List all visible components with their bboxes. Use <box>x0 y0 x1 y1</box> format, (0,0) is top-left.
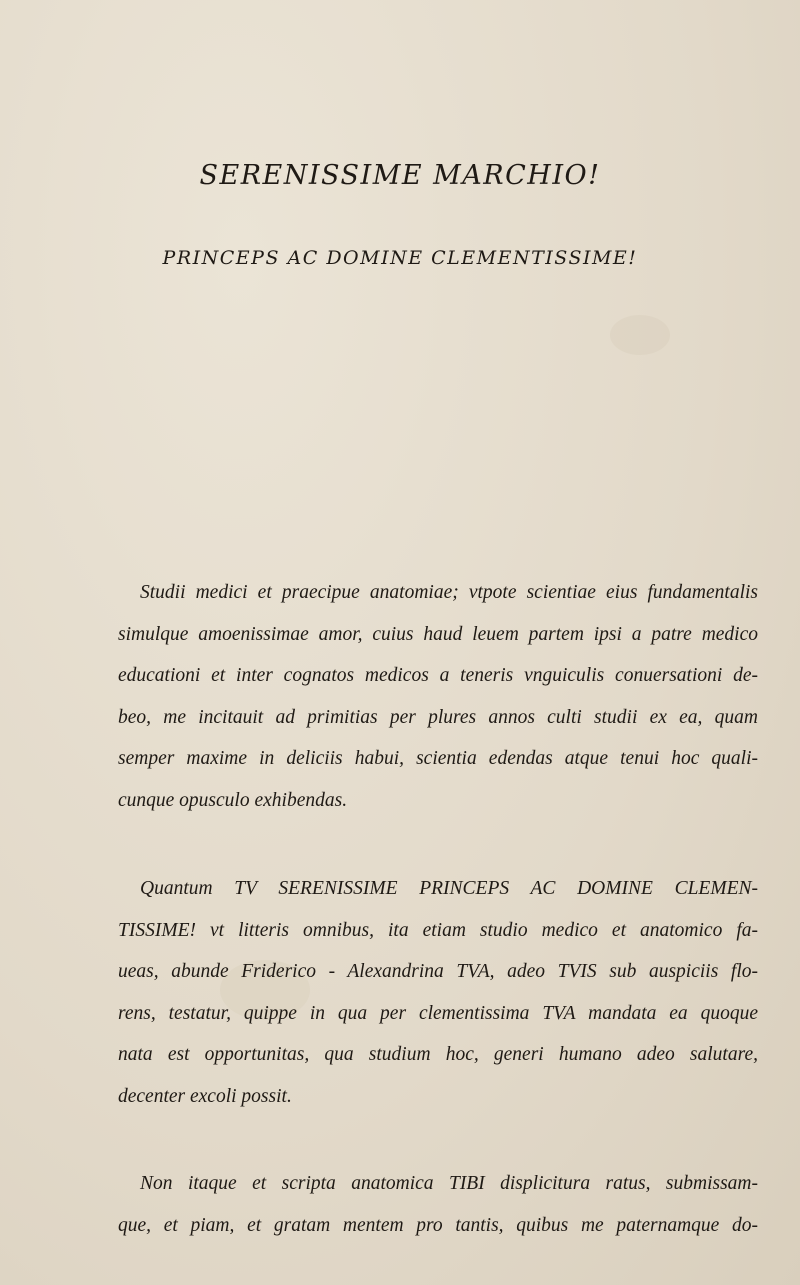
text-line: que, et piam, et gratam mentem pro tantis, quibus me paternamque do- <box>118 1214 758 1236</box>
text-line: Studii medici et praecipue anatomiae; vtpote scientiae eius fundamentalis <box>140 582 758 603</box>
paragraph-2 <box>118 868 758 1117</box>
paragraph-1 <box>118 572 758 821</box>
text-line: cunque opusculo exhibendas. <box>118 789 348 811</box>
text-line: simulque amoenissimae amor, cuius haud leuem partem ipsi a patre medico <box>118 623 758 645</box>
paragraph-3 <box>118 1163 758 1246</box>
text-line: Non itaque et scripta anatomica TIBI displicitura ratus, submissam- <box>140 1173 758 1194</box>
page-title: SERENISSIME MARCHIO! <box>199 160 601 191</box>
text-line: educationi et inter cognatos medicos a teneris vnguiculis conuersationi de- <box>118 665 758 686</box>
text-line: ueas, abunde Friderico - Alexandrina TVA, adeo TVIS sub auspiciis flo- <box>118 961 758 982</box>
text-line: decenter excoli possit. <box>118 1085 292 1107</box>
text-line: rens, testatur, quippe in qua per clementissima TVA mandata ea quoque <box>118 1002 758 1024</box>
text-line: nata est opportunitas, qua studium hoc, generi humano adeo salutare, <box>118 1044 758 1065</box>
page-subtitle: PRINCEPS AC DOMINE CLEMENTISSIME! <box>162 247 638 269</box>
text-line: semper maxime in deliciis habui, scientia edendas atque tenui hoc quali- <box>118 748 758 769</box>
text-line: Quantum TV SERENISSIME PRINCEPS AC DOMINE CLEMEN- <box>140 878 758 899</box>
text-line: TISSIME! vt litteris omnibus, ita etiam studio medico et anatomico fa- <box>118 919 758 941</box>
text-line: beo, me incitauit ad primitias per plures annos culti studii ex ea, quam <box>118 706 758 728</box>
paper-stain <box>610 315 670 355</box>
